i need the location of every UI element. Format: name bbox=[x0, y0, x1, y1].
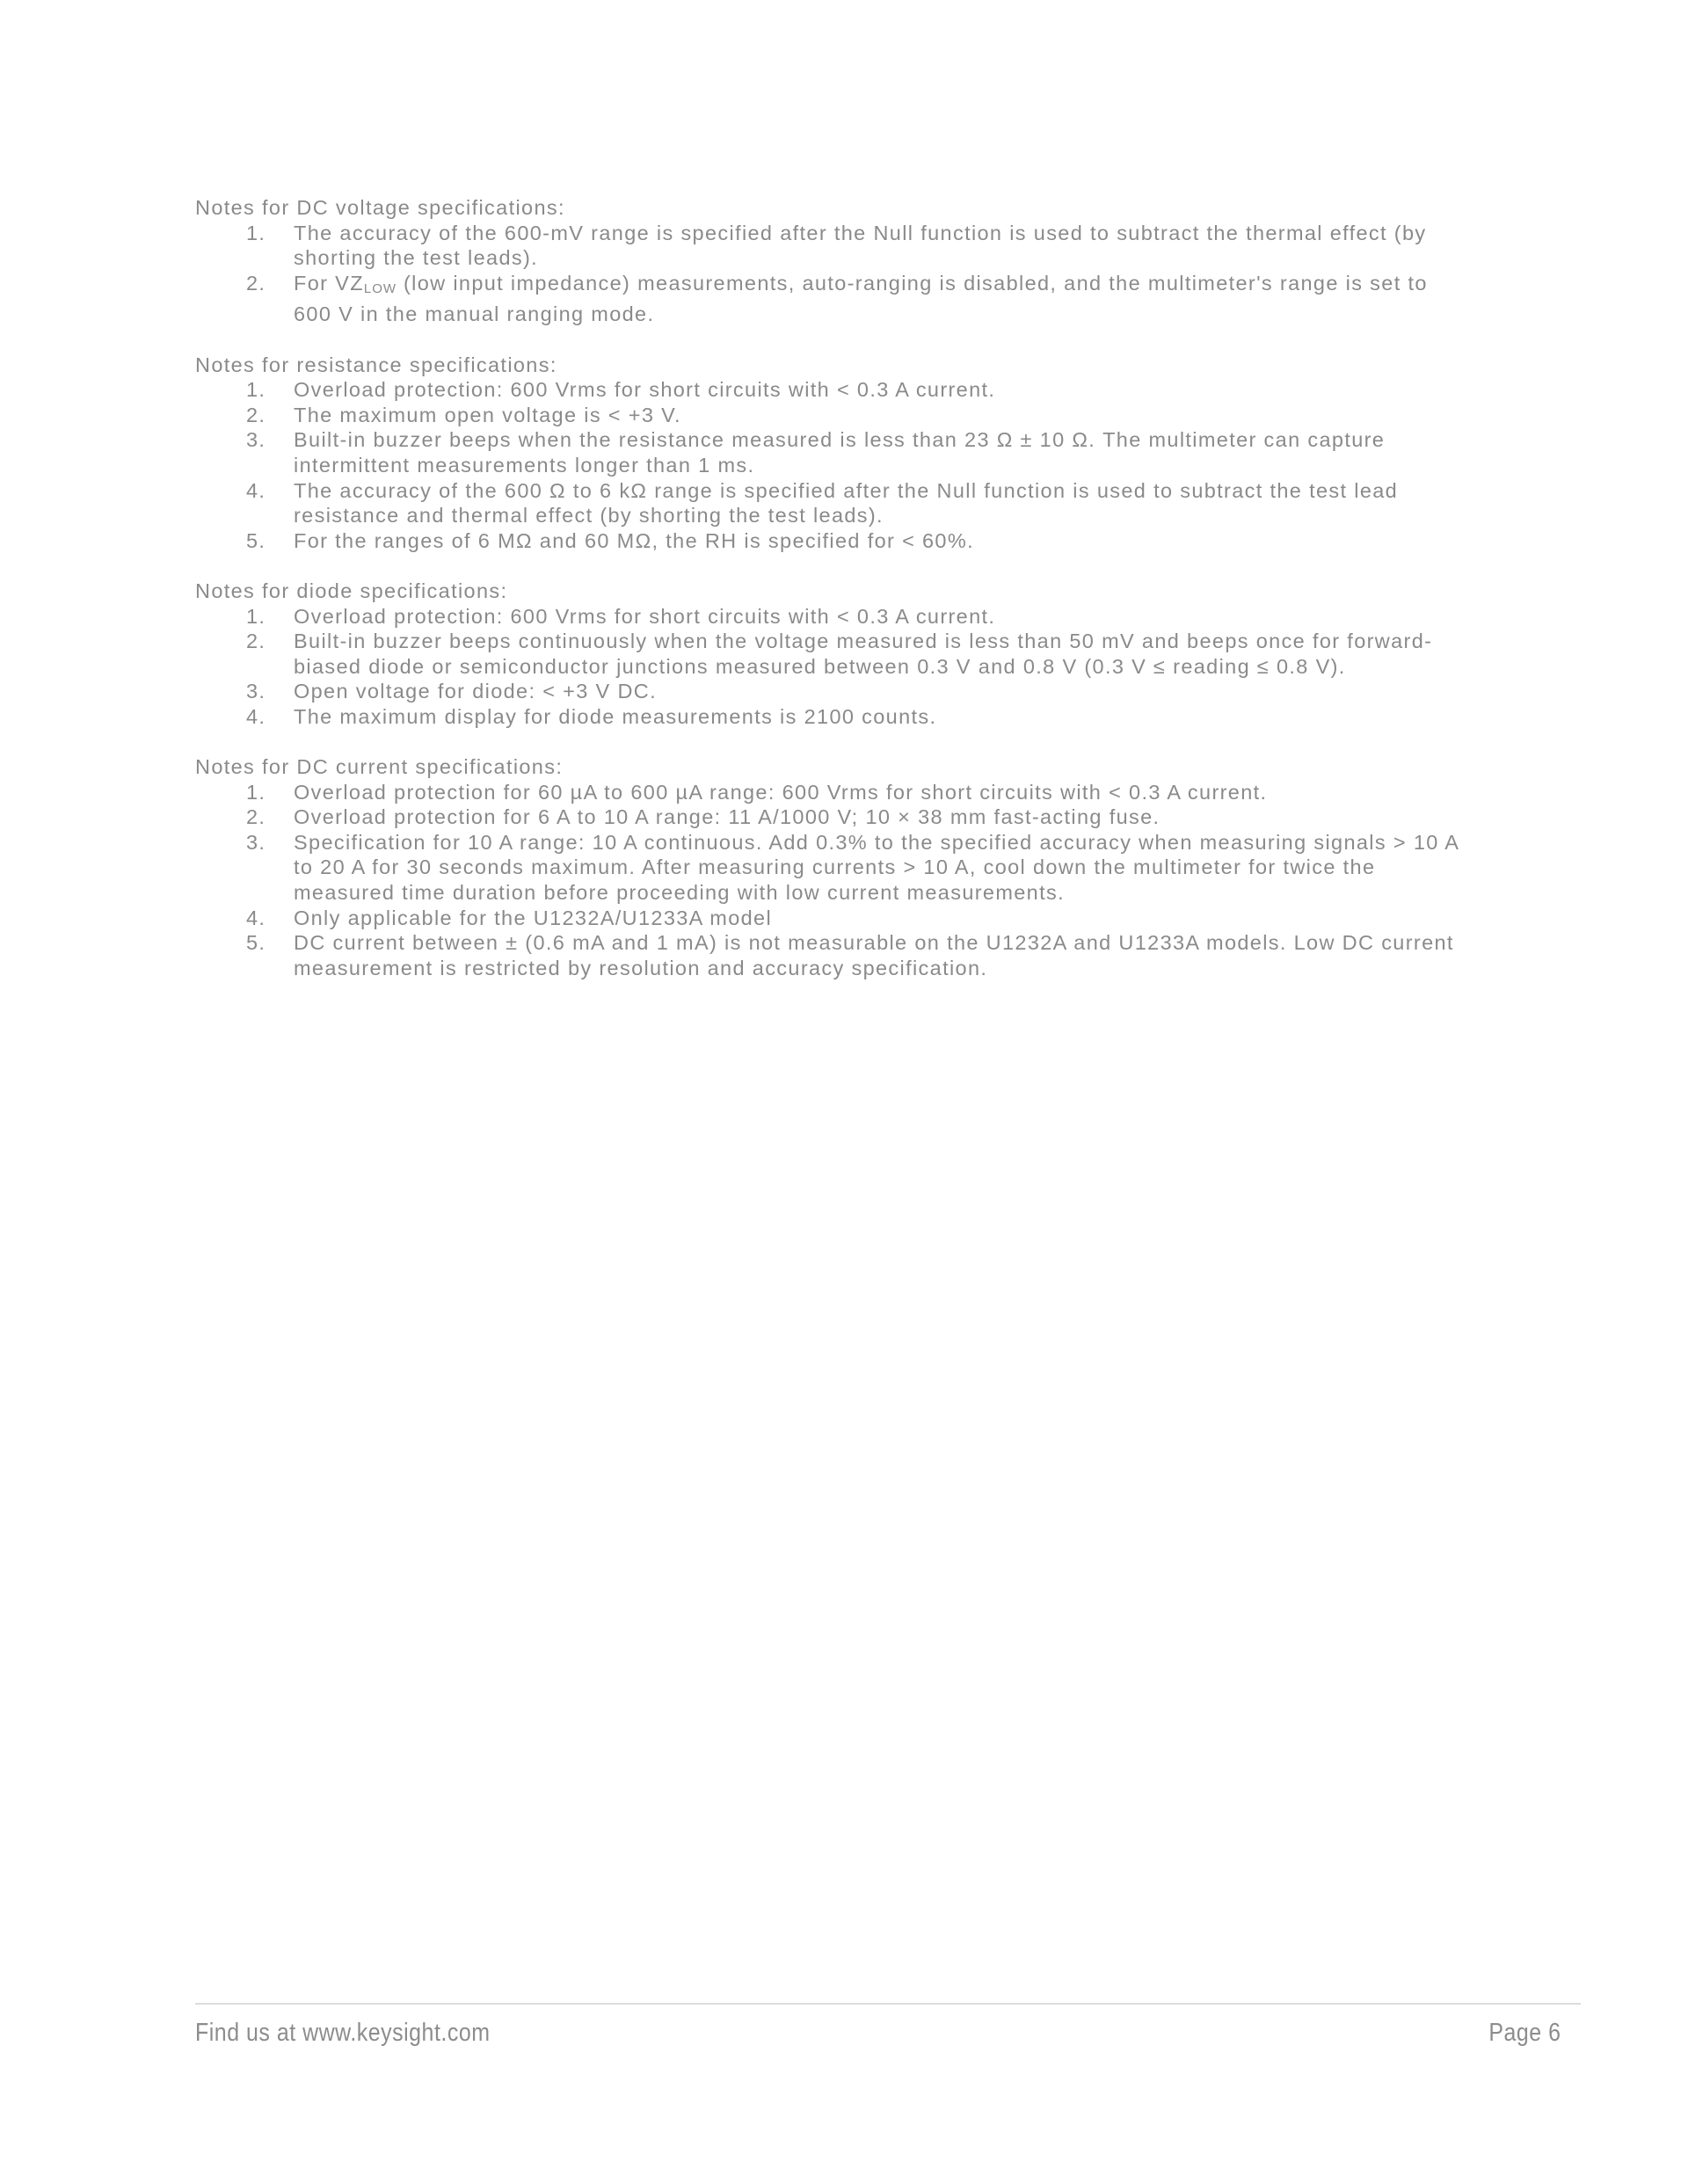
item-number: 3. bbox=[246, 680, 266, 703]
item-text: DC current between ± (0.6 mA and 1 mA) is not measurable on the U1232A and U1233A models. Low DC current measurement is restricted by resolution and accuracy specification. bbox=[294, 931, 1454, 979]
item-text: Built-in buzzer beeps continuously when the voltage measured is less than 50 mV and beeps once for forward-biased diode or semiconductor junctions measured between 0.3 V and 0.8 V (0.3 V ≤ reading ≤ 0.8 V). bbox=[294, 630, 1433, 678]
item-text: The maximum display for diode measurements is 2100 counts. bbox=[294, 704, 937, 728]
section-title: Notes for DC voltage specifications: bbox=[195, 196, 565, 219]
list-item bbox=[195, 271, 1461, 327]
item-number: 4. bbox=[246, 704, 266, 728]
document-body bbox=[195, 195, 1461, 1006]
diode-notes bbox=[195, 579, 1461, 730]
dc-current-notes bbox=[195, 754, 1461, 980]
item-number: 5. bbox=[246, 528, 266, 552]
page-number: Page 6 bbox=[1488, 2019, 1561, 2047]
footer-divider bbox=[195, 2003, 1581, 2005]
item-number: 5. bbox=[246, 931, 266, 955]
item-text: Open voltage for diode: < +3 V DC. bbox=[294, 680, 657, 703]
item-number: 1. bbox=[246, 378, 266, 402]
list-item bbox=[195, 930, 1461, 980]
item-number: 4. bbox=[246, 906, 266, 929]
section-title: Notes for resistance specifications: bbox=[195, 353, 557, 376]
notes-list bbox=[195, 604, 1461, 730]
list-item bbox=[195, 679, 1461, 704]
resistance-notes bbox=[195, 353, 1461, 554]
item-text-rest: (low input impedance) measurements, auto-ranging is disabled, and the multimeter's range is set to 600 V in the manual ranging mode. bbox=[294, 271, 1428, 326]
list-item bbox=[195, 704, 1461, 730]
item-text bbox=[294, 271, 1461, 327]
list-item bbox=[195, 604, 1461, 630]
list-item bbox=[195, 780, 1461, 805]
subscript-low: LOW bbox=[363, 280, 397, 296]
notes-list bbox=[195, 221, 1461, 327]
item-number: 2. bbox=[246, 630, 266, 653]
item-text: For the ranges of 6 MΩ and 60 MΩ, the RH is specified for < 60%. bbox=[294, 528, 974, 552]
item-number: 3. bbox=[246, 830, 266, 854]
item-number: 4. bbox=[246, 478, 266, 502]
list-item bbox=[195, 427, 1461, 477]
item-text: The accuracy of the 600-mV range is specified after the Null function is used to subtract the thermal effect (by shorting the test leads). bbox=[294, 221, 1427, 270]
item-number: 3. bbox=[246, 428, 266, 452]
item-text: Overload protection for 6 A to 10 A range: 11 A/1000 V; 10 × 38 mm fast-acting fuse. bbox=[294, 805, 1160, 829]
notes-list bbox=[195, 780, 1461, 981]
list-item bbox=[195, 403, 1461, 428]
item-text: Specification for 10 A range: 10 A continuous. Add 0.3% to the specified accuracy when measuring signals > 10 A to 20 A for 30 seconds maximum. After measuring currents > 10 A, cool down the multimeter for twice the measured time duration before proceeding with low current measurements. bbox=[294, 830, 1459, 905]
item-text-lead: For VZ bbox=[294, 271, 364, 295]
item-text: Overload protection: 600 Vrms for short circuits with < 0.3 A current. bbox=[294, 378, 996, 402]
item-text: Overload protection for 60 µA to 600 µA range: 600 Vrms for short circuits with < 0.3 A current. bbox=[294, 780, 1268, 804]
item-text: Built-in buzzer beeps when the resistance measured is less than 23 Ω ± 10 Ω. The multimeter can capture intermittent measurements longer than 1 ms. bbox=[294, 428, 1386, 477]
list-item bbox=[195, 830, 1461, 906]
item-text: The accuracy of the 600 Ω to 6 kΩ range is specified after the Null function is used to subtract the test lead resistance and thermal effect (by shorting the test leads). bbox=[294, 478, 1399, 528]
dc-voltage-notes bbox=[195, 195, 1461, 327]
notes-list bbox=[195, 377, 1461, 553]
footer-website: Find us at www.keysight.com bbox=[195, 2019, 491, 2047]
section-title: Notes for DC current specifications: bbox=[195, 755, 564, 779]
item-number: 2. bbox=[246, 271, 266, 295]
item-text: Overload protection: 600 Vrms for short circuits with < 0.3 A current. bbox=[294, 604, 996, 628]
list-item bbox=[195, 629, 1461, 679]
item-number: 1. bbox=[246, 221, 266, 244]
section-title: Notes for diode specifications: bbox=[195, 579, 508, 602]
item-text: Only applicable for the U1232A/U1233A model bbox=[294, 906, 773, 929]
item-number: 2. bbox=[246, 403, 266, 426]
item-text: The maximum open voltage is < +3 V. bbox=[294, 403, 681, 426]
item-number: 1. bbox=[246, 604, 266, 628]
item-number: 1. bbox=[246, 780, 266, 804]
list-item bbox=[195, 906, 1461, 931]
list-item bbox=[195, 478, 1461, 528]
item-number: 2. bbox=[246, 805, 266, 829]
list-item bbox=[195, 528, 1461, 554]
list-item bbox=[195, 221, 1461, 271]
list-item bbox=[195, 377, 1461, 403]
list-item bbox=[195, 804, 1461, 830]
